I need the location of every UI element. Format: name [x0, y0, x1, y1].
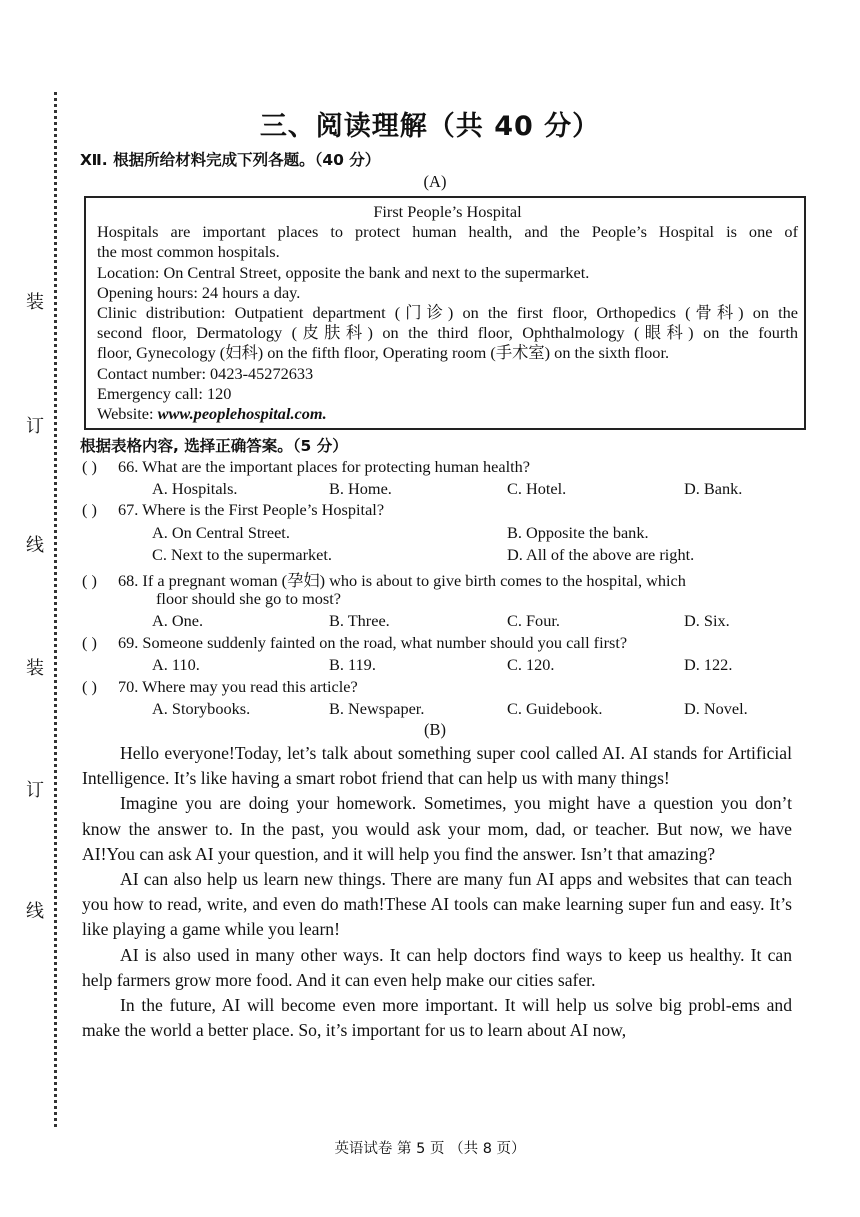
questions-instruction: 根据表格内容, 选择正确答案。（5 分）	[80, 437, 348, 455]
passage-paragraph: In the future, AI will become even more important. It will help us solve big probl-ems and make the world a better place. So, it’s important for us to learn about AI now,	[82, 995, 792, 1041]
option-b: B. Home.	[329, 479, 392, 498]
box-emergency: Emergency call: 120	[97, 383, 232, 403]
question-stem: 68. If a pregnant woman (孕妇) who is about to give birth comes to the hospital, which	[118, 571, 686, 590]
passage-b	[82, 741, 792, 1043]
binding-char: 订	[26, 416, 44, 437]
option-d: D. 122.	[684, 655, 733, 674]
option-a: A. Hospitals.	[152, 479, 238, 498]
box-intro-line: Hospitals are important places to protect human health, and the People’s Hospital is one of	[97, 222, 798, 242]
question-69	[82, 633, 627, 653]
section-title: 三、阅读理解（共 40 分）	[259, 111, 601, 142]
option-d: D. Six.	[684, 611, 730, 630]
box-title: First People’s Hospital	[373, 202, 522, 221]
option-b: B. 119.	[329, 655, 376, 674]
passage-paragraph: AI can also help us learn new things. There are many fun AI apps and websites that can teach you how to read, write, and even do math!These AI tools can make learning super fun and easy. It’s like playing a game while you learn!	[82, 869, 792, 940]
passage-paragraph: Imagine you are doing your homework. Sometimes, you might have a question you don’t know the answer to. In the past, you would ask your mom, dad, or teacher. But now, we have AI!You can ask AI your question, and it will help you find the answer. Isn’t that amazing?	[82, 793, 792, 864]
option-b: B. Three.	[329, 611, 390, 630]
part-a-label: (A)	[423, 172, 447, 191]
option-b: B. Newspaper.	[329, 699, 425, 718]
box-intro-line: the most common hospitals.	[97, 242, 280, 262]
section-instruction: Ⅻ. 根据所给材料完成下列各题。（40 分）	[80, 151, 381, 169]
option-a: A. On Central Street.	[152, 523, 290, 542]
box-website	[97, 404, 798, 424]
option-a: A. One.	[152, 611, 204, 630]
question-stem: 70. Where may you read this article?	[118, 677, 358, 696]
option-a: A. 110.	[152, 655, 200, 674]
option-d: D. Novel.	[684, 699, 748, 718]
box-opening-hours: Opening hours: 24 hours a day.	[97, 282, 301, 302]
binding-char: 订	[26, 780, 44, 801]
box-clinic-line: Clinic distribution: Outpatient department (门诊) on the first floor, Orthopedics (骨科) on the	[97, 303, 798, 323]
option-c: C. Guidebook.	[507, 699, 603, 718]
box-clinic-line: floor, Gynecology (妇科) on the fifth floor, Operating room (手术室) on the sixth floor.	[97, 343, 670, 363]
option-d: D. All of the above are right.	[507, 545, 695, 564]
option-d: D. Bank.	[684, 479, 743, 498]
option-c: C. Hotel.	[507, 479, 567, 498]
binding-char: 线	[26, 535, 44, 556]
question-stem-continued: floor should she go to most?	[156, 589, 341, 608]
option-c: C. 120.	[507, 655, 555, 674]
binding-char: 装	[26, 292, 44, 313]
passage-paragraph: AI is also used in many other ways. It can help doctors find ways to keep us healthy. It can help farmers grow more food. And it can even help make our cities safer.	[82, 944, 792, 990]
answer-blank[interactable]: ( )	[82, 457, 97, 476]
hospital-info-box	[84, 196, 806, 430]
question-stem: 67. Where is the First People’s Hospital?	[118, 500, 385, 519]
option-c: C. Four.	[507, 611, 560, 630]
box-location: Location: On Central Street, opposite the bank and next to the supermarket.	[97, 262, 590, 282]
question-stem: 69. Someone suddenly fainted on the road, what number should you call first?	[118, 633, 628, 652]
page-footer: 英语试卷 第 5 页 （共 8 页）	[334, 1141, 526, 1157]
website-url: www.peoplehospital.com.	[157, 404, 327, 424]
binding-char: 装	[26, 658, 44, 679]
binding-char: 线	[26, 901, 44, 922]
answer-blank[interactable]: ( )	[82, 677, 97, 696]
question-68	[82, 567, 686, 591]
answer-blank[interactable]: ( )	[82, 571, 97, 590]
website-label: Website:	[97, 404, 158, 424]
question-66	[82, 457, 530, 477]
part-b-label: (B)	[424, 720, 446, 739]
question-70	[82, 677, 358, 697]
box-contact: Contact number: 0423-45272633	[97, 363, 314, 383]
option-b: B. Opposite the bank.	[507, 523, 649, 542]
answer-blank[interactable]: ( )	[82, 500, 97, 519]
answer-blank[interactable]: ( )	[82, 633, 97, 652]
option-a: A. Storybooks.	[152, 699, 251, 718]
binding-dotted-line	[54, 92, 57, 1127]
option-c: C. Next to the supermarket.	[152, 545, 332, 564]
box-clinic-line: second floor, Dermatology (皮肤科) on the third floor, Ophthalmology (眼科) on the fourth	[97, 323, 798, 343]
question-67	[82, 500, 384, 520]
passage-paragraph: Hello everyone!Today, let’s talk about something super cool called AI. AI stands for Artificial Intelligence. It’s like having a smart robot friend that can help us with many things!	[82, 743, 792, 789]
question-stem: 66. What are the important places for protecting human health?	[118, 457, 531, 476]
